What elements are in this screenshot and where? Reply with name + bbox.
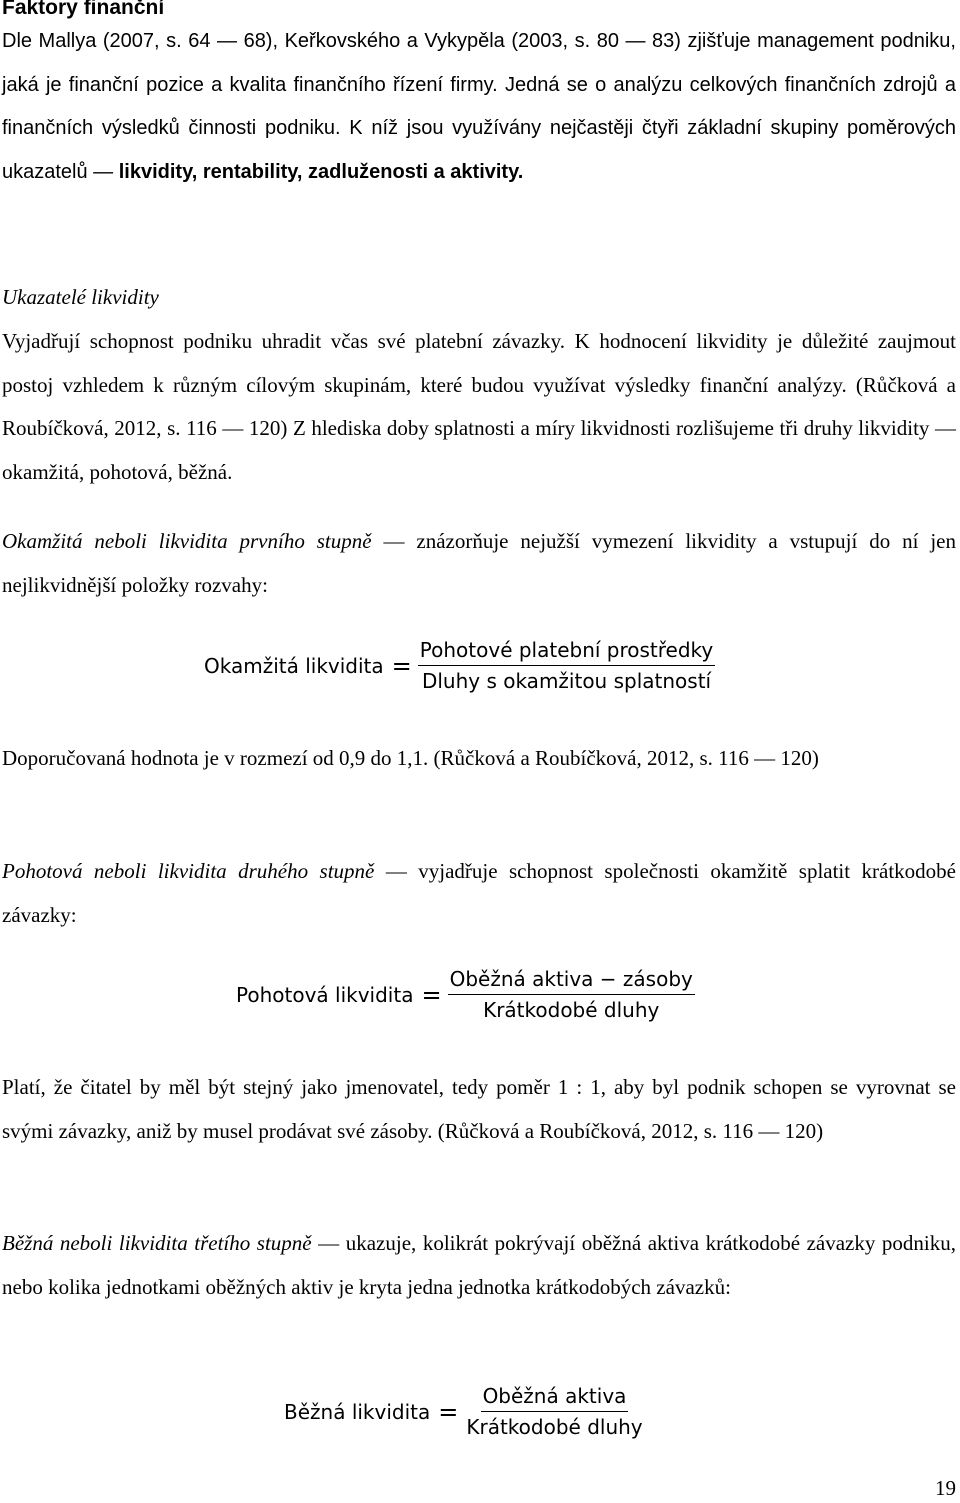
page-number: 19 xyxy=(935,1476,956,1500)
fraction-denominator: Krátkodobé dluhy xyxy=(466,1415,643,1439)
fraction-numerator: Pohotové platební prostředky xyxy=(418,638,715,666)
subheading-liquidity: Ukazatelé likvidity xyxy=(2,285,159,309)
equation-immediate-liquidity xyxy=(204,638,715,693)
intro-bold-list: likvidity, rentability, zadluženosti a aktivity. xyxy=(118,160,524,183)
fraction-denominator: Krátkodobé dluhy xyxy=(483,998,660,1022)
fraction-denominator: Dluhy s okamžitou splatností xyxy=(421,669,712,693)
fraction-numerator: Oběžná aktiva − zásoby xyxy=(448,967,695,995)
liquidity-paragraph: Vyjadřují schopnost podniku uhradit včas své platební závazky. K hodnocení likvidity je důležité zaujmout postoj vzhledem k různým cílovým skupinám, které budou využívat výsledky finanční analýzy. (Růčková a Roubíčková, 2012, s. 116 — 120) Z hlediska doby splatnosti a míry likvidnosti rozlišujeme tři druhy likvidity — okamžitá, pohotová, běžná. xyxy=(2,329,956,484)
equation-quick-liquidity xyxy=(236,967,695,1022)
equals-sign: = xyxy=(421,980,442,1009)
immediate-liquidity-term: Okamžitá neboli likvidita prvního stupně xyxy=(2,529,372,553)
current-liquidity-paragraph xyxy=(2,1222,956,1309)
equation-lhs: Běžná likvidita xyxy=(284,1399,431,1424)
quick-liquidity-paragraph xyxy=(2,850,956,937)
fraction xyxy=(418,638,715,693)
intro-paragraph xyxy=(2,20,956,194)
quick-liquidity-text: — vyjadřuje schopnost společnosti okamžitě splatit krátkodobé závazky: xyxy=(2,859,957,927)
equals-sign: = xyxy=(438,1397,459,1426)
immediate-liquidity-text: — znázorňuje nejužší vymezení likvidity a vstupují do ní jen nejlikvidnější položky rozvahy: xyxy=(2,529,957,597)
equals-sign: = xyxy=(391,651,412,680)
fraction xyxy=(448,967,695,1022)
current-liquidity-text: — ukazuje, kolikrát pokrývají oběžná aktiva krátkodobé závazky podniku, nebo kolika jednotkami oběžných aktiv je kryta jedna jednotka krátkodobých závazků: xyxy=(2,1231,956,1299)
ratio-paragraph: Platí, že čitatel by měl být stejný jako jmenovatel, tedy poměr 1 : 1, aby byl podnik schopen se vyrovnat se svými závazky, aniž by musel prodávat své zásoby. (Růčková a Roubíčková, 2012, s. 116 — 120) xyxy=(2,1075,956,1143)
section-heading: Faktory finanční xyxy=(2,0,165,19)
equation-lhs: Okamžitá likvidita xyxy=(204,653,384,678)
equation-lhs: Pohotová likvidita xyxy=(236,982,414,1007)
intro-text: Dle Mallya (2007, s. 64 — 68), Keřkovského a Vykypěla (2003, s. 80 — 83) zjišťuje management podniku, jaká je finanční pozice a kvalita finančního řízení firmy. Jedná se o analýzu celkových finančních zdrojů a finančních výsledků činnosti podniku. K níž jsou využívány nejčastěji čtyři základní skupiny poměrových ukazatelů — xyxy=(2,30,956,183)
equation-current-liquidity xyxy=(284,1384,645,1439)
current-liquidity-term: Běžná neboli likvidita třetího stupně xyxy=(2,1231,312,1255)
immediate-liquidity-paragraph xyxy=(2,520,956,607)
recommended-value-paragraph: Doporučovaná hodnota je v rozmezí od 0,9 do 1,1. (Růčková a Roubíčková, 2012, s. 116 — 120) xyxy=(2,746,819,770)
fraction-numerator: Oběžná aktiva xyxy=(481,1384,629,1412)
fraction xyxy=(464,1384,644,1439)
quick-liquidity-term: Pohotová neboli likvidita druhého stupně xyxy=(2,859,375,883)
